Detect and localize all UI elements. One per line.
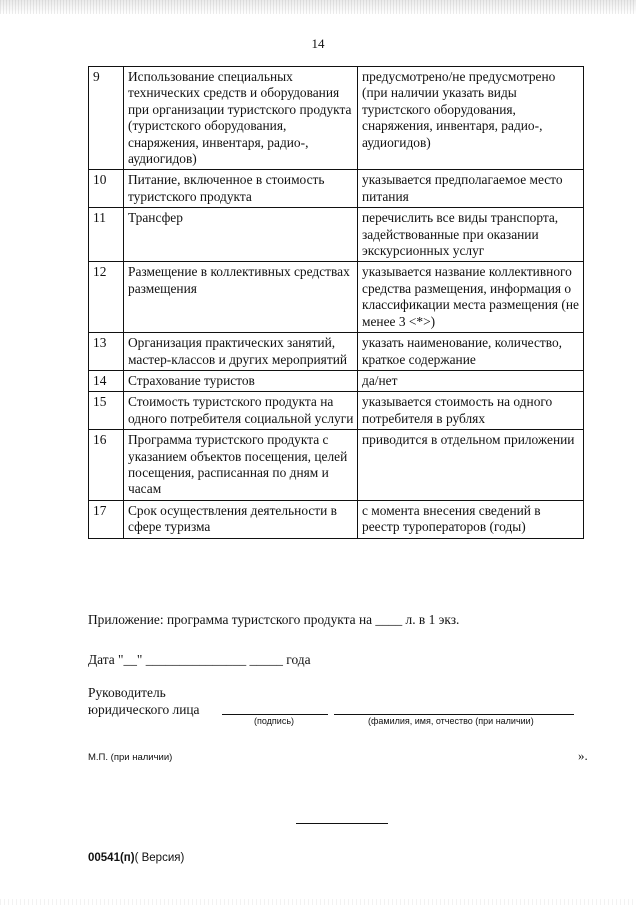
head-title-line-1: Руководитель bbox=[88, 685, 166, 700]
signature-line bbox=[222, 714, 328, 715]
row-parameter: Размещение в коллективных средствах размещения bbox=[124, 262, 358, 333]
row-value: указывается стоимость на одного потребителя в рублях bbox=[358, 392, 584, 430]
row-number: 11 bbox=[89, 208, 124, 262]
row-value: указывается название коллективного средства размещения, информация о классификации места размещения (не менее 3 <*>) bbox=[358, 262, 584, 333]
row-number: 12 bbox=[89, 262, 124, 333]
table-row bbox=[89, 392, 584, 430]
head-signatory bbox=[88, 684, 199, 718]
row-number: 15 bbox=[89, 392, 124, 430]
row-number: 9 bbox=[89, 67, 124, 170]
row-parameter: Трансфер bbox=[124, 208, 358, 262]
row-number: 14 bbox=[89, 370, 124, 391]
closing-quote: ». bbox=[578, 748, 588, 763]
version-label: ( Версия) bbox=[134, 852, 185, 864]
version-code: 00541(п) bbox=[88, 852, 135, 864]
row-number: 16 bbox=[89, 430, 124, 501]
product-spec-table bbox=[88, 66, 584, 539]
row-number: 13 bbox=[89, 333, 124, 371]
table-row bbox=[89, 170, 584, 208]
row-number: 10 bbox=[89, 170, 124, 208]
signature-caption: (подпись) bbox=[254, 716, 295, 726]
row-parameter: Организация практических занятий, мастер-классов и других мероприятий bbox=[124, 333, 358, 371]
row-value: указывается предполагаемое место питания bbox=[358, 170, 584, 208]
full-name-line bbox=[334, 714, 574, 715]
table-row bbox=[89, 333, 584, 371]
table-row bbox=[89, 370, 584, 391]
page-number: 14 bbox=[311, 36, 325, 51]
row-parameter: Срок осуществления деятельности в сфере туризма bbox=[124, 500, 358, 538]
row-parameter: Страхование туристов bbox=[124, 370, 358, 391]
table-row bbox=[89, 262, 584, 333]
row-value: да/нет bbox=[358, 370, 584, 391]
stamp-note: М.П. (при наличии) bbox=[88, 752, 173, 763]
footnote-separator bbox=[296, 823, 388, 824]
head-title-line-2: юридического лица bbox=[88, 702, 200, 717]
row-value: предусмотрено/не предусмотрено (при наличии указать виды туристского оборудования, снаряжения, инвентаря, радио-, аудиогидов) bbox=[358, 67, 584, 170]
row-parameter: Питание, включенное в стоимость туристского продукта bbox=[124, 170, 358, 208]
scan-edge-bottom bbox=[0, 899, 636, 905]
row-value: приводится в отдельном приложении bbox=[358, 430, 584, 501]
row-value: перечислить все виды транспорта, задействованные при оказании экскурсионных услуг bbox=[358, 208, 584, 262]
row-parameter: Стоимость туристского продукта на одного потребителя социальной услуги bbox=[124, 392, 358, 430]
table-row bbox=[89, 208, 584, 262]
row-value: с момента внесения сведений в реестр туроператоров (годы) bbox=[358, 500, 584, 538]
scan-edge-top bbox=[0, 0, 636, 14]
version-footer bbox=[88, 852, 184, 864]
row-value: указать наименование, количество, краткое содержание bbox=[358, 333, 584, 371]
appendix-line: Приложение: программа туристского продукта на ____ л. в 1 экз. bbox=[88, 612, 460, 627]
table-row bbox=[89, 430, 584, 501]
full-name-caption: (фамилия, имя, отчество (при наличии) bbox=[368, 716, 534, 726]
row-parameter: Программа туристского продукта с указанием объектов посещения, целей посещения, расписанная по дням и часам bbox=[124, 430, 358, 501]
row-parameter: Использование специальных технических средств и оборудования при организации туристского продукта (туристского оборудования, снаряжения, инвентаря, радио-, аудиогидов) bbox=[124, 67, 358, 170]
table-row bbox=[89, 67, 584, 170]
row-number: 17 bbox=[89, 500, 124, 538]
table-row bbox=[89, 500, 584, 538]
date-line: Дата "__" _______________ _____ года bbox=[88, 652, 311, 667]
